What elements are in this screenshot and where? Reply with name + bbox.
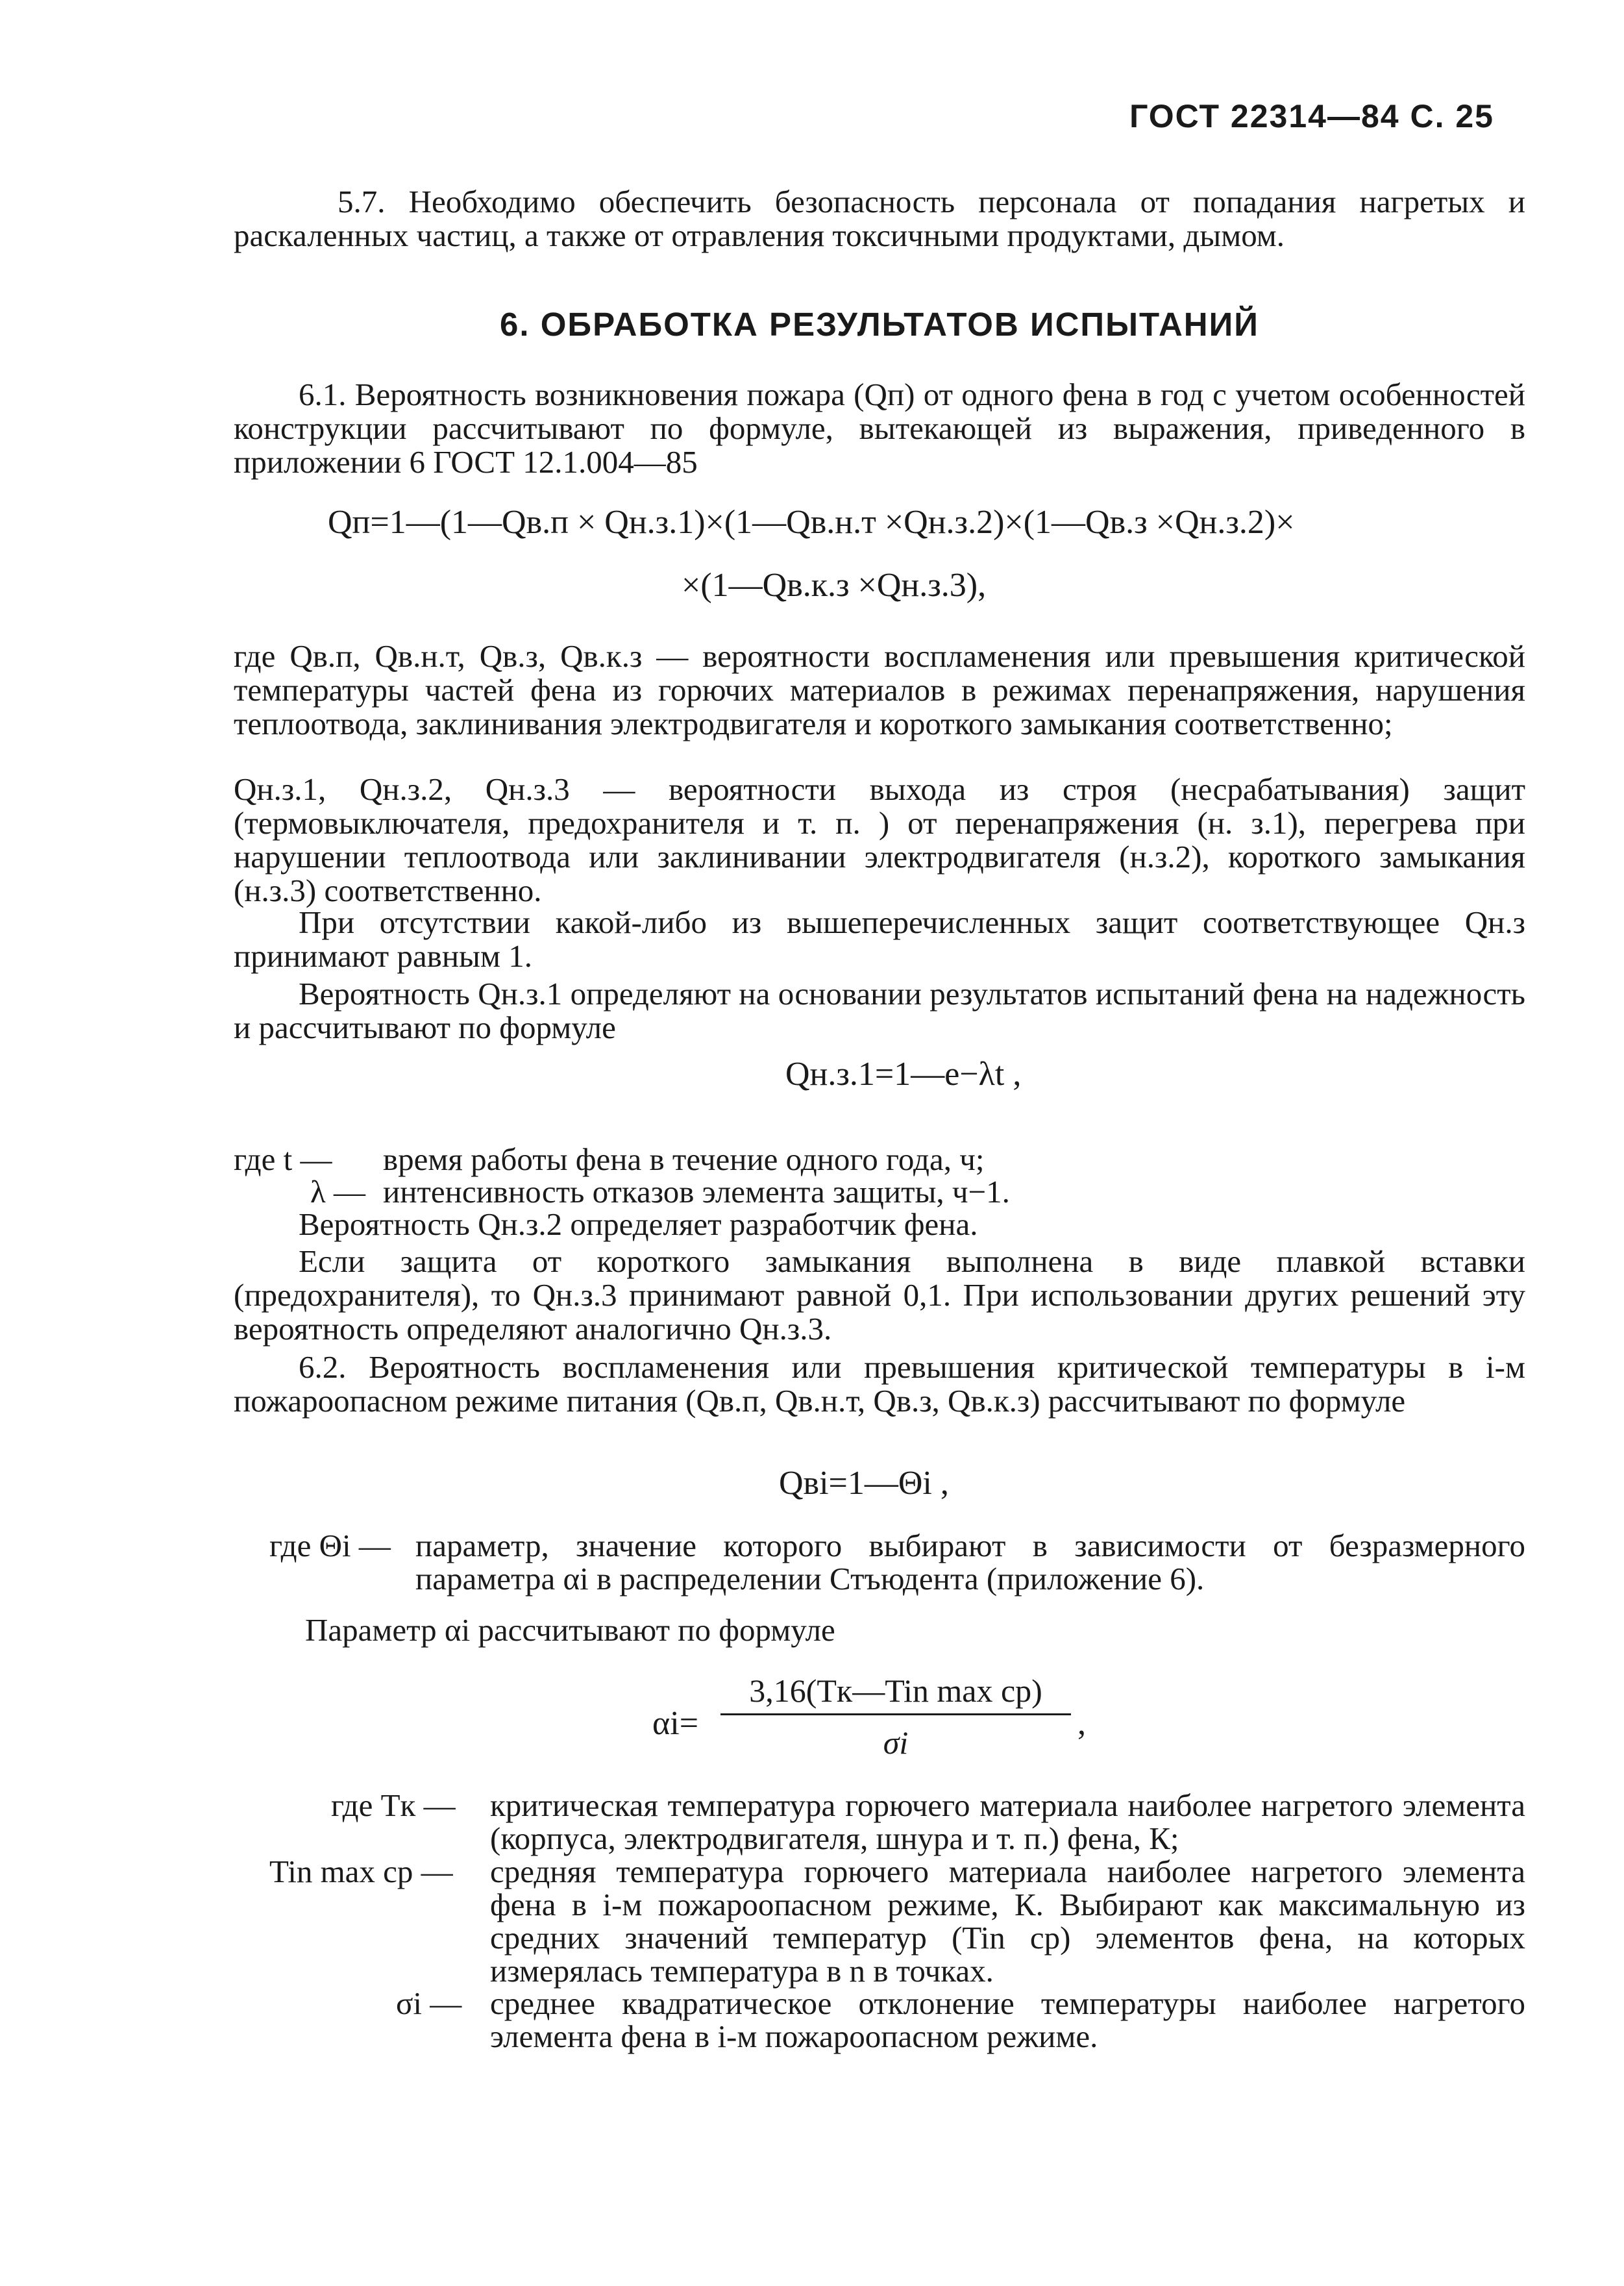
definition-lambda-text: интенсивность отказов элемента защиты, ч−1. xyxy=(383,1174,1010,1210)
formula-alpha-comma: , xyxy=(1077,1705,1086,1742)
section-title: 6. ОБРАБОТКА РЕЗУЛЬТАТОВ ИСПЫТАНИЙ xyxy=(500,306,1259,343)
formula-alpha-lhs: αi= xyxy=(652,1705,699,1742)
definition-tk xyxy=(234,1789,1525,1860)
paragraph-absent-protection: При отсутствии какой-либо из вышеперечисленных защит соответствующее Qн.з принимают равным 1. xyxy=(234,904,1525,974)
definition-tin xyxy=(234,1855,1525,1991)
formula-qp-line2: ×(1—Qв.к.з ×Qн.з.3), xyxy=(682,567,987,604)
definition-tin-label: Tin max ср — xyxy=(269,1854,453,1889)
page-header: ГОСТ 22314—84 С. 25 xyxy=(1129,98,1494,134)
where-qv-definitions: где Qв.п, Qв.н.т, Qв.з, Qв.к.з — вероятности воспламенения или превышения критической температуры частей фена из горючих материалов в режимах перенапряжения, нарушения теплоотвода, заклинивания электродвигателя и короткого замыкания соответственно; xyxy=(234,638,1525,741)
definition-tin-text: средняя температура горючего материала наиболее нагретого элемента фена в i-м пожароопасном режиме, К. Выбирают как максимальную из средних значений температур (Tin ср) элементов фена, на которых измерялась температура в n в точках. xyxy=(490,1854,1525,1989)
paragraph-alpha: Параметр αi рассчитывают по формуле xyxy=(305,1612,835,1648)
where-qn-definitions: Qн.з.1, Qн.з.2, Qн.з.3 — вероятности выхода из строя (несрабатывания) защит (термовыключателя, предохранителя и т. п. ) от перенапряжения (н. з.1), перегрева при нарушении теплоотвода или заклинивании электродвигателя (н.з.2), короткого замыкания (н.з.3) соответственно. xyxy=(234,771,1525,908)
formula-alpha-numerator: 3,16(Tк—Tin max ср) xyxy=(749,1672,1042,1709)
definition-t-label: где t — xyxy=(234,1141,332,1177)
paragraph-5-7: 5.7. Необходимо обеспечить безопасность персонала от попадания нагретых и раскаленных частиц, а также от отравления токсичными продуктами, дымом. xyxy=(234,184,1525,253)
formula-alpha-fraction xyxy=(720,1672,1071,1763)
paragraph-6-1: 6.1. Вероятность возникновения пожара (Qп) от одного фена в год с учетом особенностей конструкции рассчитывают по формуле, вытекающей из выражения, приведенного в приложении 6 ГОСТ 12.1.004—85 xyxy=(234,377,1525,480)
formula-qn31: Qн.з.1=1—e−λt , xyxy=(785,1056,1022,1093)
definition-sigma xyxy=(234,1987,1525,2058)
paragraph-probability-qn: Вероятность Qн.з.1 определяют на основании результатов испытаний фена на надежность и рассчитывают по формуле xyxy=(234,976,1525,1045)
fraction-bar xyxy=(720,1713,1071,1715)
paragraph-6-2: 6.2. Вероятность воспламенения или превышения критической температуры в i-м пожароопасном режиме питания (Qв.п, Qв.н.т, Qв.з, Qв.к.з) рассчитывают по формуле xyxy=(234,1349,1525,1419)
definition-tk-text: критическая температура горючего материала наиболее нагретого элемента (корпуса, электродвигателя, шнура и т. п.) фена, К; xyxy=(490,1787,1525,1856)
definition-sigma-text: среднее квадратическое отклонение температуры наиболее нагретого элемента фена в i-м пожароопасном режиме. xyxy=(490,1985,1525,2054)
formula-qp-line1: Qп=1—(1—Qв.п × Qн.з.1)×(1—Qв.н.т ×Qн.з.2)×(1—Qв.з ×Qн.з.2)× xyxy=(328,504,1295,541)
formula-qvi: Qвi=1—Θi , xyxy=(779,1465,949,1502)
definition-t xyxy=(234,1143,1525,1176)
definition-lambda-label: λ — xyxy=(310,1174,366,1210)
paragraph-developer: Вероятность Qн.з.2 определяет разработчик фена. xyxy=(299,1206,978,1242)
definition-t-text: время работы фена в течение одного года, ч; xyxy=(383,1141,985,1177)
paragraph-fuse: Если защита от короткого замыкания выполнена в виде плавкой вставки (предохранителя), то Qн.з.3 принимают равной 0,1. При использовании других решений эту вероятность определяют аналогично Qн.з.3. xyxy=(234,1243,1525,1347)
definition-theta-text: параметр, значение которого выбирают в зависимости от безразмерного параметра αi в распределении Стъюдента (приложение 6). xyxy=(415,1528,1525,1596)
definition-theta xyxy=(269,1529,1525,1600)
formula-alpha-denominator: σi xyxy=(883,1724,909,1761)
definition-tk-label: где Tк — xyxy=(331,1787,456,1823)
definition-sigma-label: σi — xyxy=(396,1985,462,2021)
definition-theta-label: где Θi — xyxy=(269,1528,391,1563)
definition-lambda xyxy=(234,1175,1525,1209)
